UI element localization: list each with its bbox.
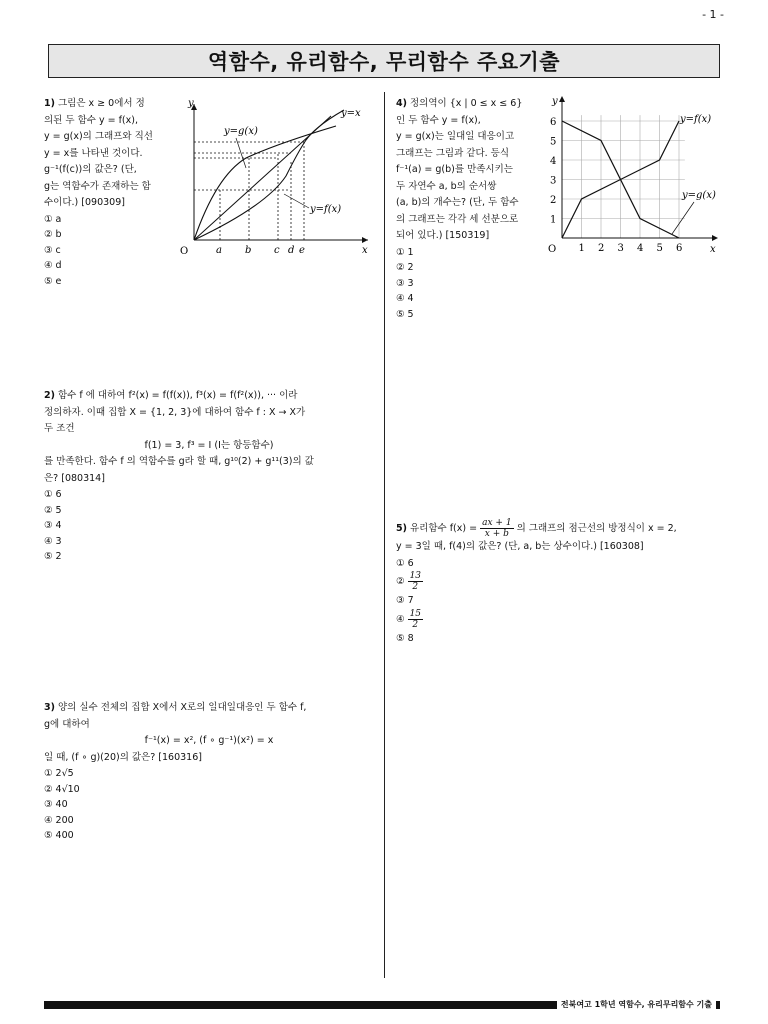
fraction-numerator: 13 bbox=[409, 571, 422, 581]
choice-5[interactable]: ⑤ e bbox=[44, 275, 62, 287]
question-2 bbox=[44, 388, 374, 565]
tick-label: e bbox=[299, 245, 305, 256]
curve-g bbox=[194, 126, 336, 240]
tick-label: a bbox=[216, 245, 222, 256]
choice-4[interactable]: ④ 200 bbox=[44, 814, 74, 826]
y-tick-label: 4 bbox=[550, 156, 557, 167]
question-4 bbox=[396, 96, 546, 322]
question-4-line: 그래프는 그림과 같다. 등식 bbox=[396, 147, 510, 159]
question-5-line: 의 그래프의 점근선의 방정식이 x = 2, bbox=[516, 523, 677, 534]
question-4-line: 두 자연수 a, b의 순서쌍 bbox=[396, 180, 497, 192]
label-f: y=f(x) bbox=[680, 114, 712, 125]
choice-4[interactable]: ④ d bbox=[44, 260, 62, 271]
question-1-graph bbox=[176, 96, 376, 260]
choice-4[interactable] bbox=[396, 609, 726, 631]
question-1-line: y = x를 나타낸 것이다. bbox=[44, 147, 143, 159]
grid-lines bbox=[562, 115, 685, 238]
x-tick-label: 2 bbox=[598, 243, 605, 254]
choice-mark: ② bbox=[396, 576, 405, 587]
choice-value: 7 bbox=[407, 595, 414, 606]
question-2-line: 를 만족한다. 함수 f 의 역함수를 g라 할 때, g¹⁰(2) + g¹¹(3)의 값 bbox=[44, 456, 314, 467]
choice-1[interactable]: ① 6 bbox=[44, 489, 62, 500]
question-4-number: 4) bbox=[396, 98, 407, 109]
question-1-line: y = g(x)의 그래프와 직선 bbox=[44, 131, 153, 142]
x-axis-arrow bbox=[362, 237, 368, 243]
x-tick-label: 1 bbox=[578, 243, 585, 254]
y-tick-label: 1 bbox=[550, 214, 557, 226]
footer-text: 전북여고 1학년 역함수, 유리무리함수 기출 bbox=[557, 1000, 716, 1010]
tick-label: b bbox=[245, 245, 252, 256]
question-5-line: 유리함수 f(x) = bbox=[409, 523, 478, 534]
choice-2[interactable]: ② 5 bbox=[44, 504, 62, 516]
question-4-line: y = g(x)는 일대일 대응이고 bbox=[396, 131, 515, 142]
x-tick-label: 6 bbox=[676, 243, 683, 254]
y-tick-label: 3 bbox=[550, 175, 557, 187]
x-tick-label: 5 bbox=[656, 243, 663, 254]
question-4-line: 의 그래프는 각각 세 선분으로 bbox=[396, 213, 519, 225]
x-axis-label: x bbox=[362, 245, 368, 256]
label-f: y=f(x) bbox=[310, 204, 342, 215]
page-title: 역함수, 유리함수, 무리함수 주요기출 bbox=[48, 44, 720, 78]
choice-5[interactable]: ⑤ 5 bbox=[396, 308, 414, 320]
fraction bbox=[408, 571, 423, 592]
y-axis-arrow bbox=[559, 96, 565, 102]
question-3-line: g에 대하여 bbox=[44, 718, 90, 730]
choice-2[interactable] bbox=[396, 571, 726, 593]
origin-label: O bbox=[180, 246, 189, 257]
choice-5[interactable]: ⑤ 400 bbox=[44, 830, 74, 841]
question-1 bbox=[44, 96, 189, 289]
choice-3[interactable]: ③ 4 bbox=[44, 520, 62, 531]
question-1-line: 수이다.) [090309] bbox=[44, 197, 125, 208]
question-2-line: 정의하자. 이때 집합 X = {1, 2, 3}에 대하여 함수 f : X → X가 bbox=[44, 406, 306, 418]
fraction-numerator: ax + 1 bbox=[482, 518, 512, 528]
label-g: y=g(x) bbox=[682, 190, 716, 201]
choice-3[interactable]: ③ 40 bbox=[44, 799, 68, 810]
choice-3[interactable] bbox=[396, 593, 726, 609]
choice-4[interactable]: ④ 4 bbox=[396, 293, 414, 304]
label-y-equals-x: y=x bbox=[341, 108, 361, 119]
y-tick-label: 6 bbox=[550, 117, 557, 128]
choice-value: 8 bbox=[407, 632, 414, 644]
question-5 bbox=[396, 518, 726, 646]
y-axis-label: y bbox=[552, 96, 558, 107]
question-4-line: 인 두 함수 y = f(x), bbox=[396, 114, 481, 126]
choice-1[interactable]: ① a bbox=[44, 213, 62, 225]
fraction-denominator: x + b bbox=[484, 529, 509, 539]
page-number: - 1 - bbox=[702, 8, 724, 21]
column-divider bbox=[384, 92, 385, 978]
x-tick-label: 4 bbox=[637, 243, 644, 254]
question-2-line: 두 조건 bbox=[44, 423, 75, 434]
choice-mark: ④ bbox=[396, 613, 405, 625]
question-4-line: 정의역이 {x | 0 ≤ x ≤ 6} bbox=[409, 98, 523, 109]
question-4-line: (a, b)의 개수는? (단, 두 함수 bbox=[396, 197, 519, 208]
tick-label: c bbox=[274, 245, 280, 256]
question-1-line: 의된 두 함수 y = f(x), bbox=[44, 114, 138, 126]
question-3 bbox=[44, 700, 374, 844]
y-tick-label: 2 bbox=[550, 195, 557, 206]
choice-5[interactable]: ⑤ 2 bbox=[44, 551, 62, 562]
fraction-denominator: 2 bbox=[412, 619, 419, 630]
question-2-condition: f(1) = 3, f³ = I (I는 항등함수) bbox=[144, 439, 274, 451]
choice-1[interactable] bbox=[396, 556, 726, 572]
origin-label: O bbox=[548, 244, 557, 255]
x-tick-label: 3 bbox=[617, 243, 624, 254]
choice-3[interactable]: ③ 3 bbox=[396, 277, 414, 289]
question-3-line: 일 때, (f ∘ g)(20)의 값은? [160316] bbox=[44, 751, 202, 763]
fraction bbox=[480, 518, 513, 539]
fraction-numerator: 15 bbox=[409, 608, 422, 619]
choice-value: 6 bbox=[407, 557, 414, 569]
fraction bbox=[408, 609, 423, 630]
tick-label: d bbox=[288, 245, 295, 256]
choice-3[interactable]: ③ c bbox=[44, 244, 61, 256]
question-3-condition: f⁻¹(x) = x², (f ∘ g⁻¹)(x²) = x bbox=[144, 735, 274, 746]
label-f-pointer bbox=[284, 194, 309, 208]
fraction-denominator: 2 bbox=[412, 582, 419, 592]
choice-1[interactable]: ① 1 bbox=[396, 246, 414, 258]
question-4-line: f⁻¹(a) = g(b)를 만족시키는 bbox=[396, 164, 513, 175]
question-2-number: 2) bbox=[44, 390, 55, 401]
curve-f bbox=[194, 110, 344, 240]
question-3-number: 3) bbox=[44, 702, 55, 713]
label-g-pointer bbox=[672, 202, 694, 234]
question-2-line: 함수 f 에 대하여 f²(x) = f(f(x)), f³(x) = f(f²(x)), ··· 이라 bbox=[57, 390, 298, 401]
choice-2[interactable]: ② b bbox=[44, 229, 62, 240]
choice-5[interactable] bbox=[396, 631, 726, 647]
choice-mark: ① bbox=[396, 557, 405, 569]
choice-4[interactable]: ④ 3 bbox=[44, 535, 62, 547]
question-3-line: 양의 실수 전체의 집합 X에서 X로의 일대일대응인 두 함수 f, bbox=[57, 702, 307, 713]
y-tick-label: 5 bbox=[550, 136, 557, 148]
y-axis-label: y bbox=[188, 98, 194, 109]
choice-2[interactable]: ② 4√10 bbox=[44, 783, 80, 795]
x-axis-label: x bbox=[710, 244, 716, 255]
choice-1[interactable]: ① 2√5 bbox=[44, 768, 74, 779]
x-axis-arrow bbox=[712, 235, 718, 241]
question-1-line: 그림은 x ≥ 0에서 정 bbox=[57, 98, 145, 109]
question-5-number: 5) bbox=[396, 523, 407, 534]
question-4-line: 되어 있다.) [150319] bbox=[396, 230, 490, 241]
question-4-graph bbox=[544, 92, 724, 258]
question-5-line: y = 3일 때, f(4)의 값은? (단, a, b는 상수이다.) [160308] bbox=[396, 541, 644, 552]
question-1-number: 1) bbox=[44, 98, 55, 109]
question-1-line: g⁻¹(f(c))의 값은? (단, bbox=[44, 164, 137, 175]
question-2-line: 은? [080314] bbox=[44, 472, 105, 484]
choice-2[interactable]: ② 2 bbox=[396, 262, 414, 273]
choice-mark: ③ bbox=[396, 595, 405, 606]
label-g: y=g(x) bbox=[224, 126, 258, 137]
choice-mark: ⑤ bbox=[396, 632, 405, 644]
question-1-line: g는 역함수가 존재하는 함 bbox=[44, 180, 151, 192]
